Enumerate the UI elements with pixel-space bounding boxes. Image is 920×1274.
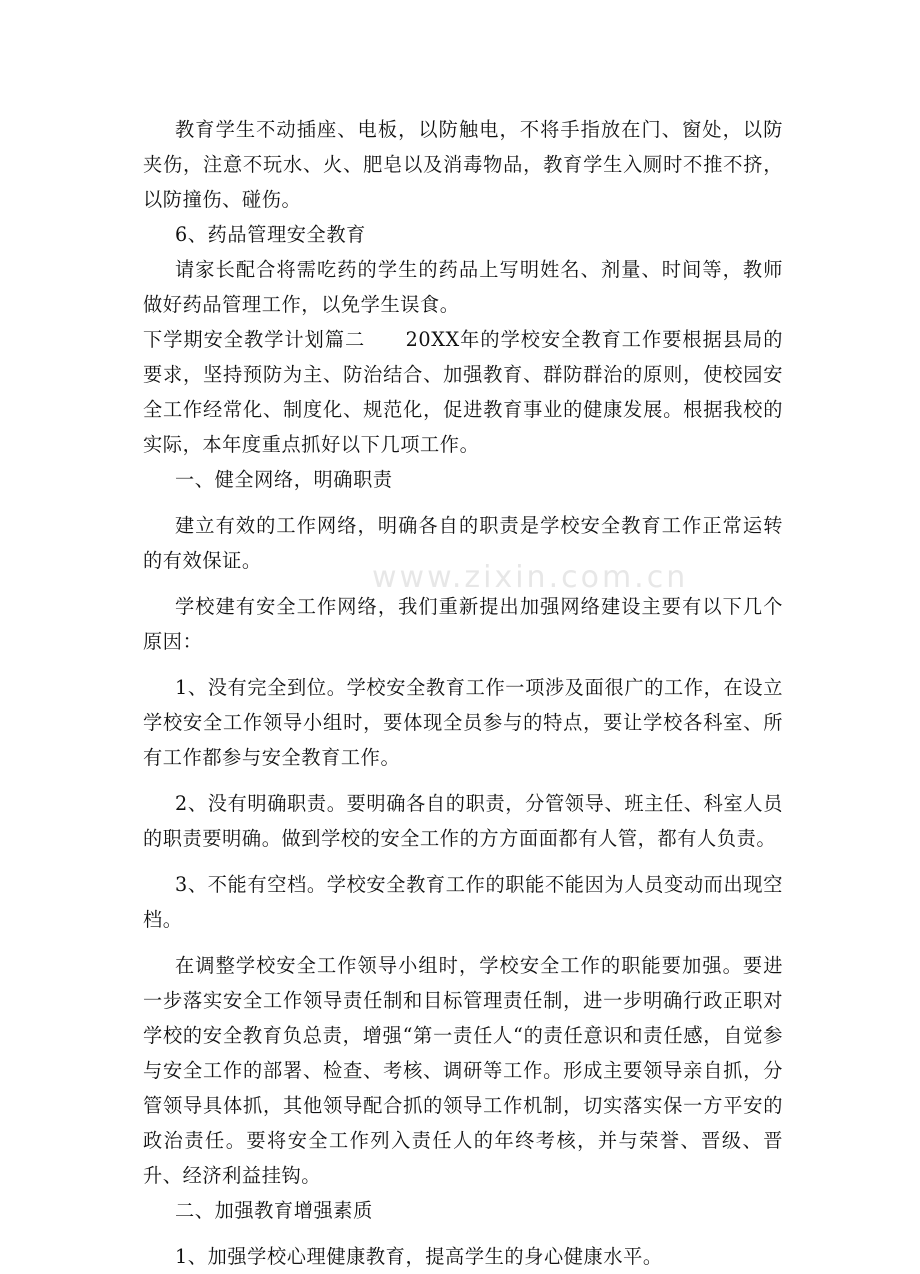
paragraph-safety-habits: 教育学生不动插座、电板，以防触电，不将手指放在门、窗处，以防夹伤，注意不玩水、火、肥皂以及消毒物品，教育学生入厕时不推不挤，以防撞伤、碰伤。 <box>143 118 783 211</box>
paragraph-reason-one: 1、没有完全到位。学校安全教育工作一项涉及面很广的工作，在设立学校安全工作领导小组时，要体现全员参与的特点，要让学校各科室、所有工作都参与安全教育工作。 <box>143 676 783 769</box>
heading-section-two: 二、加强教育增强素质 <box>175 1199 373 1222</box>
paragraph-plan-part-two-intro: 下学期安全教学计划篇二 20XX年的学校安全教育工作要根据县局的要求，坚持预防为主、防治结合、加强教育、群防群治的原则，使校园安全工作经常化、制度化、规范化，促进教育事业的健康发展。根据我校的实际，本年度重点抓好以下几项工作。 <box>143 328 783 456</box>
paragraph-leadership-adjustment: 在调整学校安全工作领导小组时，学校安全工作的职能要加强。要进一步落实安全工作领导责任制和目标管理责任制，进一步明确行政正职对学校的安全教育负总责，增强“第一责任人“的责任意识和责任感，自觉参与安全工作的部署、检查、考核、调研等工作。形成主要领导亲自抓，分管领导具体抓，其他领导配合抓的领导工作机制，切实落实保一方平安的政治责任。要将安全工作列入责任人的年终考核，并与荣誉、晋级、晋升、经济利益挂钩。 <box>143 954 783 1187</box>
document-body <box>143 112 783 1274</box>
paragraph-reason-three: 3、不能有空档。学校安全教育工作的职能不能因为人员变动而出现空档。 <box>143 873 783 931</box>
paragraph-network-importance: 建立有效的工作网络，明确各自的职责是学校安全教育工作正常运转的有效保证。 <box>143 514 783 572</box>
heading-section-one: 一、健全网络，明确职责 <box>175 468 393 491</box>
paragraph-reason-two: 2、没有明确职责。要明确各自的职责，分管领导、班主任、科室人员的职责要明确。做到学校的安全工作的方方面面都有人管，都有人负责。 <box>143 792 783 850</box>
paragraph-network-reasons: 学校建有安全工作网络，我们重新提出加强网络建设主要有以下几个原因： <box>143 595 783 653</box>
heading-medicine-safety: 6、药品管理安全教育 <box>175 223 366 246</box>
watermark-text: www.zixin.com.cn <box>372 560 689 595</box>
paragraph-mental-health: 1、加强学校心理健康教育，提高学生的身心健康水平。 <box>175 1245 663 1268</box>
paragraph-medicine-management: 请家长配合将需吃药的学生的药品上写明姓名、剂量、时间等，教师做好药品管理工作，以免学生误食。 <box>143 258 783 316</box>
